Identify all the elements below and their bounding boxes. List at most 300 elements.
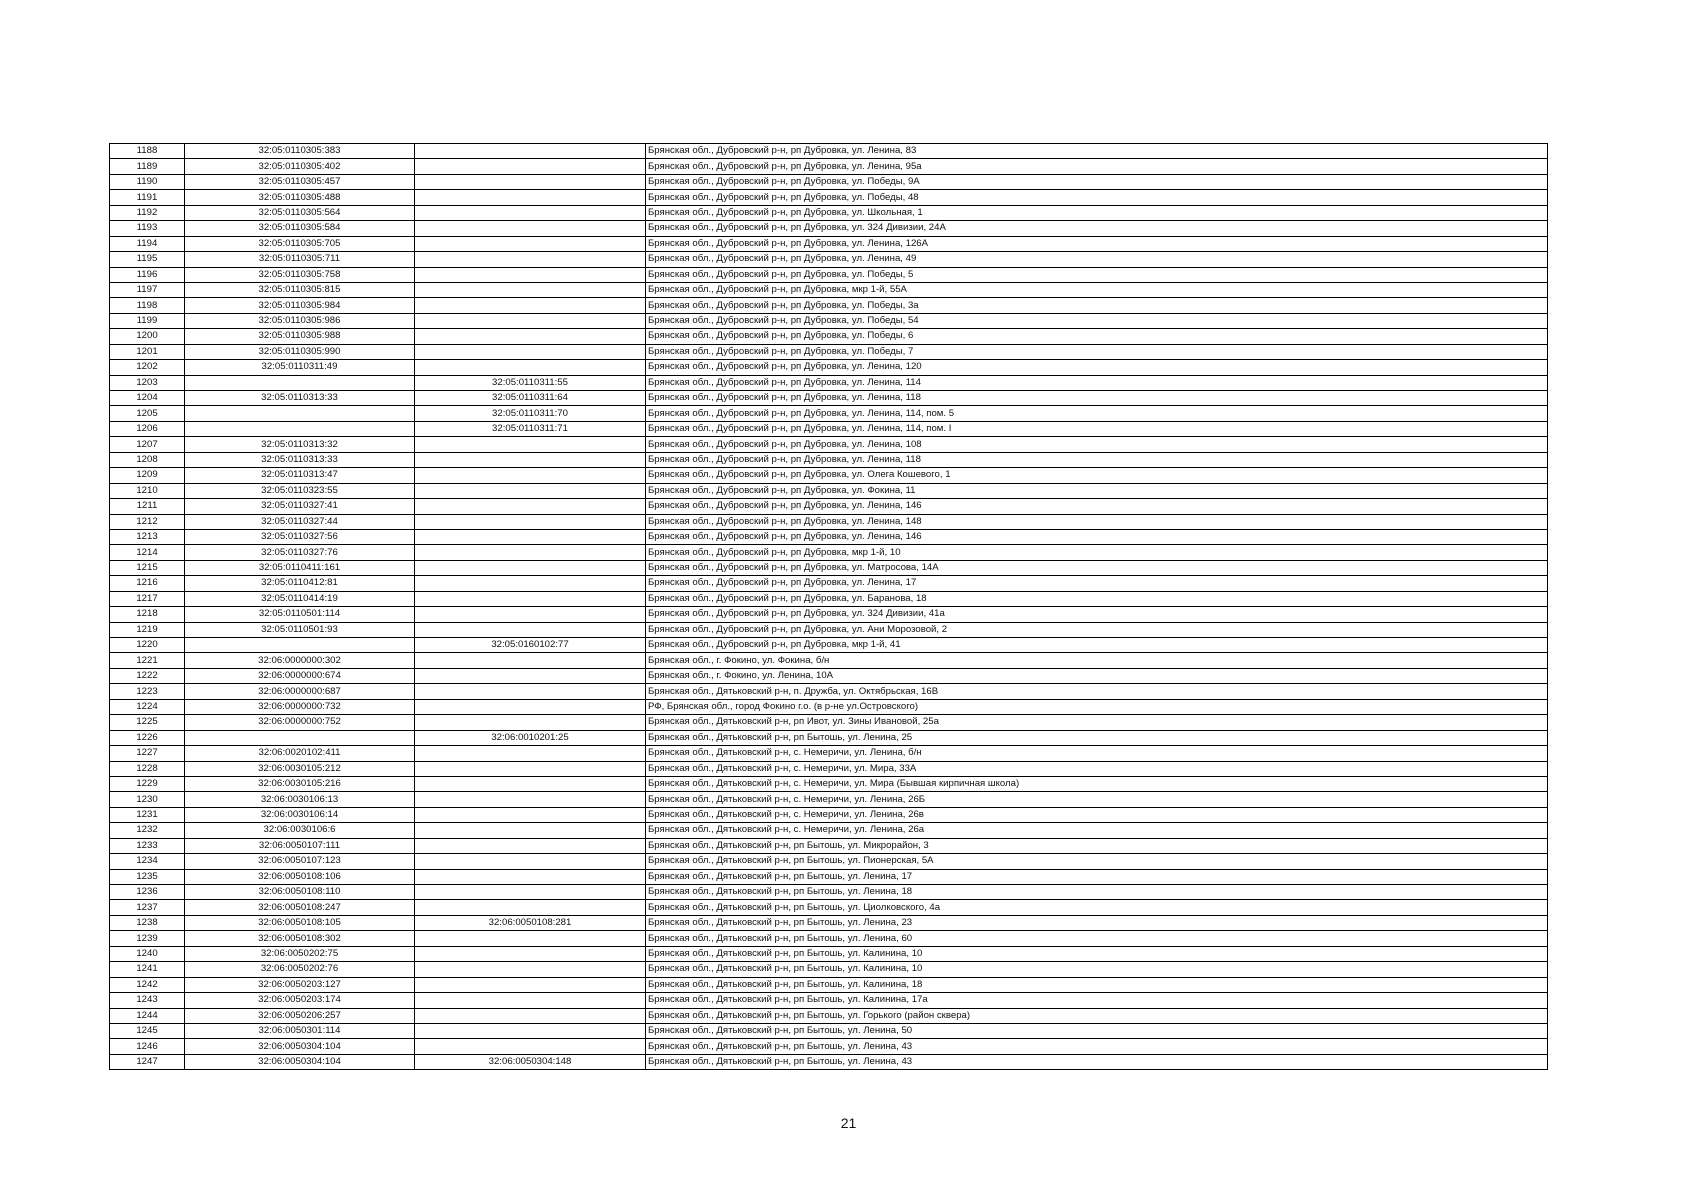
row-index-cell: 1244 — [110, 1008, 185, 1023]
row-index-cell: 1203 — [110, 375, 185, 390]
row-index-cell: 1212 — [110, 514, 185, 529]
table-row — [110, 406, 1548, 421]
table-row — [110, 375, 1548, 390]
table-row — [110, 591, 1548, 606]
cadastral-number-cell — [185, 638, 415, 653]
address-cell: Брянская обл., Дубровский р-н, рп Дубровка, ул. Ленина, 126А — [646, 236, 1548, 251]
table-row — [110, 421, 1548, 436]
row-index-cell: 1209 — [110, 468, 185, 483]
row-index-cell: 1243 — [110, 993, 185, 1008]
linked-cadastral-number-cell — [415, 252, 646, 267]
address-cell: Брянская обл., Дубровский р-н, рп Дубровка, ул. Матросова, 14А — [646, 560, 1548, 575]
row-index-cell: 1188 — [110, 144, 185, 159]
address-cell: Брянская обл., Дятьковский р-н, рп Бытошь, ул. Ленина, 60 — [646, 931, 1548, 946]
address-cell: Брянская обл., Дятьковский р-н, с. Немеричи, ул. Мира, 33А — [646, 761, 1548, 776]
address-cell: Брянская обл., Дубровский р-н, рп Дубровка, ул. Победы, 5 — [646, 267, 1548, 282]
cadastral-number-cell — [185, 730, 415, 745]
table-row — [110, 931, 1548, 946]
cadastral-number-cell: 32:05:0110313:47 — [185, 468, 415, 483]
linked-cadastral-number-cell — [415, 776, 646, 791]
address-cell: Брянская обл., Дятьковский р-н, с. Немеричи, ул. Мира (Бывшая кирпичная школа) — [646, 776, 1548, 791]
cadastral-number-cell: 32:06:0050108:106 — [185, 869, 415, 884]
linked-cadastral-number-cell — [415, 1039, 646, 1054]
linked-cadastral-number-cell: 32:05:0110311:70 — [415, 406, 646, 421]
cadastral-number-cell: 32:06:0050202:76 — [185, 962, 415, 977]
linked-cadastral-number-cell — [415, 267, 646, 282]
table-row — [110, 1054, 1548, 1069]
row-index-cell: 1238 — [110, 915, 185, 930]
address-cell: Брянская обл., Дятьковский р-н, рп Ивот, ул. Зины Ивановой, 25а — [646, 715, 1548, 730]
row-index-cell: 1208 — [110, 452, 185, 467]
row-index-cell: 1206 — [110, 421, 185, 436]
row-index-cell: 1240 — [110, 946, 185, 961]
table-row — [110, 946, 1548, 961]
cadastral-number-cell: 32:05:0110313:33 — [185, 452, 415, 467]
cadastral-number-cell: 32:06:0050108:302 — [185, 931, 415, 946]
row-index-cell: 1234 — [110, 854, 185, 869]
cadastral-number-cell: 32:06:0000000:687 — [185, 684, 415, 699]
address-cell: Брянская обл., Дятьковский р-н, рп Бытошь, ул. Ленина, 18 — [646, 885, 1548, 900]
cadastral-number-cell: 32:05:0110305:988 — [185, 329, 415, 344]
cadastral-number-cell: 32:05:0110305:584 — [185, 221, 415, 236]
table-row — [110, 761, 1548, 776]
address-cell: РФ, Брянская обл., город Фокино г.о. (в р-не ул.Островского) — [646, 699, 1548, 714]
address-cell: Брянская обл., Дубровский р-н, рп Дубровка, ул. Ленина, 146 — [646, 529, 1548, 544]
address-cell: Брянская обл., Дубровский р-н, рп Дубровка, ул. Ленина, 108 — [646, 437, 1548, 452]
address-cell: Брянская обл., Дубровский р-н, рп Дубровка, ул. Олега Кошевого, 1 — [646, 468, 1548, 483]
linked-cadastral-number-cell — [415, 1023, 646, 1038]
table-row — [110, 977, 1548, 992]
address-cell: Брянская обл., Дятьковский р-н, рп Бытошь, ул. Калинина, 17а — [646, 993, 1548, 1008]
cadastral-number-cell: 32:06:0050206:257 — [185, 1008, 415, 1023]
table-row — [110, 236, 1548, 251]
address-cell: Брянская обл., Дятьковский р-н, рп Бытошь, ул. Циолковского, 4а — [646, 900, 1548, 915]
row-index-cell: 1213 — [110, 529, 185, 544]
row-index-cell: 1216 — [110, 576, 185, 591]
table-row — [110, 792, 1548, 807]
address-cell: Брянская обл., Дятьковский р-н, рп Бытошь, ул. Горького (район сквера) — [646, 1008, 1548, 1023]
row-index-cell: 1231 — [110, 807, 185, 822]
row-index-cell: 1192 — [110, 205, 185, 220]
cadastral-number-cell — [185, 421, 415, 436]
cadastral-number-cell: 32:06:0050203:127 — [185, 977, 415, 992]
page-number: 21 — [840, 1115, 857, 1131]
row-index-cell: 1194 — [110, 236, 185, 251]
row-index-cell: 1217 — [110, 591, 185, 606]
linked-cadastral-number-cell — [415, 437, 646, 452]
linked-cadastral-number-cell — [415, 591, 646, 606]
address-cell: Брянская обл., Дятьковский р-н, рп Бытошь, ул. Калинина, 10 — [646, 946, 1548, 961]
table-row — [110, 776, 1548, 791]
cadastral-number-cell: 32:05:0110305:815 — [185, 282, 415, 297]
cadastral-number-cell: 32:05:0110327:44 — [185, 514, 415, 529]
cadastral-number-cell: 32:05:0110311:49 — [185, 360, 415, 375]
table-row — [110, 529, 1548, 544]
cadastral-number-cell: 32:06:0050107:111 — [185, 838, 415, 853]
table-row — [110, 1023, 1548, 1038]
cadastral-number-cell: 32:06:0050304:104 — [185, 1054, 415, 1069]
address-cell: Брянская обл., Дятьковский р-н, с. Немеричи, ул. Ленина, 26в — [646, 807, 1548, 822]
linked-cadastral-number-cell — [415, 946, 646, 961]
row-index-cell: 1235 — [110, 869, 185, 884]
address-cell: Брянская обл., Дубровский р-н, рп Дубровка, ул. Ани Морозовой, 2 — [646, 622, 1548, 637]
cadastral-number-cell: 32:06:0050203:174 — [185, 993, 415, 1008]
table-row — [110, 174, 1548, 189]
cadastral-number-cell: 32:06:0000000:302 — [185, 653, 415, 668]
row-index-cell: 1245 — [110, 1023, 185, 1038]
address-cell: Брянская обл., Дятьковский р-н, рп Бытошь, ул. Калинина, 18 — [646, 977, 1548, 992]
row-index-cell: 1229 — [110, 776, 185, 791]
cadastral-number-cell: 32:06:0000000:674 — [185, 668, 415, 683]
row-index-cell: 1210 — [110, 483, 185, 498]
address-cell: Брянская обл., Дубровский р-н, рп Дубровка, ул. Фокина, 11 — [646, 483, 1548, 498]
address-cell: Брянская обл., Дубровский р-н, рп Дубровка, ул. Ленина, 17 — [646, 576, 1548, 591]
address-cell: Брянская обл., Дубровский р-н, рп Дубровка, ул. Победы, 9А — [646, 174, 1548, 189]
linked-cadastral-number-cell — [415, 468, 646, 483]
cadastral-number-cell: 32:05:0110414:19 — [185, 591, 415, 606]
linked-cadastral-number-cell — [415, 560, 646, 575]
address-cell: Брянская обл., Дубровский р-н, рп Дубровка, ул. 324 Дивизии, 24А — [646, 221, 1548, 236]
row-index-cell: 1232 — [110, 823, 185, 838]
linked-cadastral-number-cell — [415, 900, 646, 915]
table-row — [110, 267, 1548, 282]
linked-cadastral-number-cell — [415, 622, 646, 637]
linked-cadastral-number-cell — [415, 236, 646, 251]
cadastral-number-cell: 32:06:0050107:123 — [185, 854, 415, 869]
row-index-cell: 1225 — [110, 715, 185, 730]
cadastral-number-cell: 32:06:0030106:13 — [185, 792, 415, 807]
cadastral-number-cell: 32:05:0110305:457 — [185, 174, 415, 189]
cadastral-number-cell: 32:06:0050301:114 — [185, 1023, 415, 1038]
row-index-cell: 1236 — [110, 885, 185, 900]
address-cell: Брянская обл., Дятьковский р-н, рп Бытошь, ул. Ленина, 43 — [646, 1039, 1548, 1054]
table-row — [110, 483, 1548, 498]
cadastral-number-cell: 32:05:0110327:56 — [185, 529, 415, 544]
address-cell: Брянская обл., Дубровский р-н, рп Дубровка, ул. Ленина, 118 — [646, 452, 1548, 467]
linked-cadastral-number-cell — [415, 607, 646, 622]
address-cell: Брянская обл., Дубровский р-н, рп Дубровка, ул. Ленина, 95а — [646, 159, 1548, 174]
table-row — [110, 1039, 1548, 1054]
cadastral-number-cell: 32:06:0030105:212 — [185, 761, 415, 776]
address-cell: Брянская обл., Дятьковский р-н, рп Бытошь, ул. Ленина, 17 — [646, 869, 1548, 884]
table-row — [110, 699, 1548, 714]
row-index-cell: 1197 — [110, 282, 185, 297]
table-row — [110, 838, 1548, 853]
address-cell: Брянская обл., Дятьковский р-н, рп Бытошь, ул. Микрорайон, 3 — [646, 838, 1548, 853]
address-cell: Брянская обл., Дубровский р-н, рп Дубровка, ул. Победы, 48 — [646, 190, 1548, 205]
table-row — [110, 684, 1548, 699]
table-row — [110, 514, 1548, 529]
row-index-cell: 1196 — [110, 267, 185, 282]
address-cell: Брянская обл., Дятьковский р-н, с. Немеричи, ул. Ленина, б/н — [646, 746, 1548, 761]
cadastral-number-cell: 32:06:0000000:732 — [185, 699, 415, 714]
table-row — [110, 746, 1548, 761]
cadastral-number-cell: 32:06:0000000:752 — [185, 715, 415, 730]
address-cell: Брянская обл., Дубровский р-н, рп Дубровка, ул. Ленина, 114 — [646, 375, 1548, 390]
address-cell: Брянская обл., Дятьковский р-н, с. Немеричи, ул. Ленина, 26а — [646, 823, 1548, 838]
table-row — [110, 545, 1548, 560]
address-cell: Брянская обл., Дубровский р-н, рп Дубровка, ул. Школьная, 1 — [646, 205, 1548, 220]
address-cell: Брянская обл., Дубровский р-н, рп Дубровка, ул. Ленина, 83 — [646, 144, 1548, 159]
row-index-cell: 1230 — [110, 792, 185, 807]
table-row — [110, 159, 1548, 174]
linked-cadastral-number-cell: 32:06:0050108:281 — [415, 915, 646, 930]
row-index-cell: 1202 — [110, 360, 185, 375]
table-row — [110, 468, 1548, 483]
table-row — [110, 638, 1548, 653]
linked-cadastral-number-cell — [415, 854, 646, 869]
linked-cadastral-number-cell — [415, 282, 646, 297]
table-row — [110, 576, 1548, 591]
row-index-cell: 1214 — [110, 545, 185, 560]
cadastral-number-cell: 32:06:0050108:110 — [185, 885, 415, 900]
table-row — [110, 993, 1548, 1008]
cadastral-number-cell: 32:05:0110411:161 — [185, 560, 415, 575]
address-cell: Брянская обл., Дубровский р-н, рп Дубровка, ул. Ленина, 49 — [646, 252, 1548, 267]
address-cell: Брянская обл., Дубровский р-н, рп Дубровка, мкр 1-й, 41 — [646, 638, 1548, 653]
table-row — [110, 437, 1548, 452]
cadastral-number-cell: 32:05:0110305:990 — [185, 344, 415, 359]
cadastral-number-cell — [185, 375, 415, 390]
table-row — [110, 391, 1548, 406]
row-index-cell: 1237 — [110, 900, 185, 915]
row-index-cell: 1204 — [110, 391, 185, 406]
address-cell: Брянская обл., Дятьковский р-н, рп Бытошь, ул. Ленина, 23 — [646, 915, 1548, 930]
row-index-cell: 1200 — [110, 329, 185, 344]
address-cell: Брянская обл., Дятьковский р-н, с. Немеричи, ул. Ленина, 26Б — [646, 792, 1548, 807]
table-row — [110, 607, 1548, 622]
cadastral-number-cell: 32:06:0050304:104 — [185, 1039, 415, 1054]
linked-cadastral-number-cell — [415, 792, 646, 807]
address-cell: Брянская обл., Дятьковский р-н, п. Дружба, ул. Октябрьская, 16В — [646, 684, 1548, 699]
cadastral-number-cell: 32:05:0110327:76 — [185, 545, 415, 560]
table-row — [110, 190, 1548, 205]
address-cell: Брянская обл., Дубровский р-н, рп Дубровка, мкр 1-й, 10 — [646, 545, 1548, 560]
cadastral-number-cell: 32:05:0110305:758 — [185, 267, 415, 282]
table-row — [110, 252, 1548, 267]
table-row — [110, 854, 1548, 869]
address-cell: Брянская обл., г. Фокино, ул. Ленина, 10А — [646, 668, 1548, 683]
linked-cadastral-number-cell — [415, 576, 646, 591]
linked-cadastral-number-cell — [415, 298, 646, 313]
row-index-cell: 1198 — [110, 298, 185, 313]
row-index-cell: 1215 — [110, 560, 185, 575]
address-cell: Брянская обл., Дятьковский р-н, рп Бытошь, ул. Ленина, 25 — [646, 730, 1548, 745]
address-cell: Брянская обл., Дубровский р-н, рп Дубровка, ул. Победы, 6 — [646, 329, 1548, 344]
row-index-cell: 1191 — [110, 190, 185, 205]
linked-cadastral-number-cell — [415, 684, 646, 699]
linked-cadastral-number-cell — [415, 159, 646, 174]
table-row — [110, 360, 1548, 375]
cadastral-number-cell: 32:05:0110305:402 — [185, 159, 415, 174]
row-index-cell: 1221 — [110, 653, 185, 668]
linked-cadastral-number-cell — [415, 483, 646, 498]
linked-cadastral-number-cell — [415, 452, 646, 467]
cadastral-number-cell: 32:05:0110412:81 — [185, 576, 415, 591]
row-index-cell: 1201 — [110, 344, 185, 359]
table-row — [110, 282, 1548, 297]
table-row — [110, 900, 1548, 915]
address-cell: Брянская обл., Дубровский р-н, рп Дубровка, ул. Ленина, 148 — [646, 514, 1548, 529]
table-row — [110, 962, 1548, 977]
registry-table — [109, 143, 1548, 1070]
address-cell: Брянская обл., Дятьковский р-н, рп Бытошь, ул. Ленина, 50 — [646, 1023, 1548, 1038]
linked-cadastral-number-cell — [415, 993, 646, 1008]
address-cell: Брянская обл., Дубровский р-н, рп Дубровка, ул. Победы, 7 — [646, 344, 1548, 359]
cadastral-number-cell: 32:05:0110305:986 — [185, 313, 415, 328]
linked-cadastral-number-cell — [415, 931, 646, 946]
cadastral-number-cell: 32:05:0110305:488 — [185, 190, 415, 205]
linked-cadastral-number-cell — [415, 360, 646, 375]
address-cell: Брянская обл., Дубровский р-н, рп Дубровка, ул. Ленина, 120 — [646, 360, 1548, 375]
table-row — [110, 715, 1548, 730]
row-index-cell: 1224 — [110, 699, 185, 714]
linked-cadastral-number-cell — [415, 174, 646, 189]
table-row — [110, 313, 1548, 328]
row-index-cell: 1211 — [110, 499, 185, 514]
linked-cadastral-number-cell — [415, 653, 646, 668]
linked-cadastral-number-cell — [415, 221, 646, 236]
cadastral-number-cell: 32:05:0110313:32 — [185, 437, 415, 452]
linked-cadastral-number-cell — [415, 977, 646, 992]
linked-cadastral-number-cell — [415, 545, 646, 560]
row-index-cell: 1226 — [110, 730, 185, 745]
row-index-cell: 1222 — [110, 668, 185, 683]
row-index-cell: 1205 — [110, 406, 185, 421]
address-cell: Брянская обл., г. Фокино, ул. Фокина, б/н — [646, 653, 1548, 668]
linked-cadastral-number-cell — [415, 313, 646, 328]
linked-cadastral-number-cell: 32:05:0110311:55 — [415, 375, 646, 390]
table-row — [110, 885, 1548, 900]
cadastral-number-cell: 32:05:0110305:711 — [185, 252, 415, 267]
table-row — [110, 499, 1548, 514]
address-cell: Брянская обл., Дубровский р-н, рп Дубровка, ул. Ленина, 114, пом. 5 — [646, 406, 1548, 421]
row-index-cell: 1228 — [110, 761, 185, 776]
row-index-cell: 1199 — [110, 313, 185, 328]
row-index-cell: 1220 — [110, 638, 185, 653]
linked-cadastral-number-cell — [415, 869, 646, 884]
linked-cadastral-number-cell — [415, 761, 646, 776]
row-index-cell: 1190 — [110, 174, 185, 189]
linked-cadastral-number-cell — [415, 205, 646, 220]
row-index-cell: 1195 — [110, 252, 185, 267]
table-row — [110, 144, 1548, 159]
linked-cadastral-number-cell — [415, 668, 646, 683]
address-cell: Брянская обл., Дубровский р-н, рп Дубровка, мкр 1-й, 55А — [646, 282, 1548, 297]
row-index-cell: 1246 — [110, 1039, 185, 1054]
cadastral-number-cell: 32:05:0110305:705 — [185, 236, 415, 251]
table-row — [110, 807, 1548, 822]
linked-cadastral-number-cell: 32:05:0160102:77 — [415, 638, 646, 653]
cadastral-number-cell: 32:06:0030106:6 — [185, 823, 415, 838]
row-index-cell: 1219 — [110, 622, 185, 637]
linked-cadastral-number-cell: 32:05:0110311:64 — [415, 391, 646, 406]
linked-cadastral-number-cell — [415, 746, 646, 761]
linked-cadastral-number-cell — [415, 144, 646, 159]
address-cell: Брянская обл., Дубровский р-н, рп Дубровка, ул. Победы, 54 — [646, 313, 1548, 328]
row-index-cell: 1193 — [110, 221, 185, 236]
row-index-cell: 1241 — [110, 962, 185, 977]
row-index-cell: 1223 — [110, 684, 185, 699]
cadastral-number-cell: 32:06:0030106:14 — [185, 807, 415, 822]
linked-cadastral-number-cell — [415, 885, 646, 900]
cadastral-number-cell: 32:05:0110305:564 — [185, 205, 415, 220]
linked-cadastral-number-cell — [415, 190, 646, 205]
linked-cadastral-number-cell: 32:06:0010201:25 — [415, 730, 646, 745]
linked-cadastral-number-cell: 32:06:0050304:148 — [415, 1054, 646, 1069]
linked-cadastral-number-cell — [415, 529, 646, 544]
address-cell: Брянская обл., Дятьковский р-н, рп Бытошь, ул. Пионерская, 5А — [646, 854, 1548, 869]
row-index-cell: 1239 — [110, 931, 185, 946]
address-cell: Брянская обл., Дубровский р-н, рп Дубровка, ул. Ленина, 114, пом. I — [646, 421, 1548, 436]
cadastral-number-cell: 32:06:0030105:216 — [185, 776, 415, 791]
address-cell: Брянская обл., Дубровский р-н, рп Дубровка, ул. Баранова, 18 — [646, 591, 1548, 606]
cadastral-number-cell: 32:05:0110305:383 — [185, 144, 415, 159]
table-row — [110, 653, 1548, 668]
table-row — [110, 452, 1548, 467]
linked-cadastral-number-cell — [415, 823, 646, 838]
linked-cadastral-number-cell — [415, 838, 646, 853]
table-row — [110, 205, 1548, 220]
cadastral-number-cell: 32:05:0110305:984 — [185, 298, 415, 313]
row-index-cell: 1207 — [110, 437, 185, 452]
address-cell: Брянская обл., Дубровский р-н, рп Дубровка, ул. Победы, 3а — [646, 298, 1548, 313]
address-cell: Брянская обл., Дубровский р-н, рп Дубровка, ул. Ленина, 118 — [646, 391, 1548, 406]
linked-cadastral-number-cell — [415, 499, 646, 514]
cadastral-number-cell: 32:05:0110501:93 — [185, 622, 415, 637]
linked-cadastral-number-cell — [415, 329, 646, 344]
table-row — [110, 730, 1548, 745]
table-row — [110, 1008, 1548, 1023]
table-row — [110, 622, 1548, 637]
cadastral-number-cell: 32:05:0110327:41 — [185, 499, 415, 514]
table-row — [110, 329, 1548, 344]
linked-cadastral-number-cell — [415, 715, 646, 730]
row-index-cell: 1218 — [110, 607, 185, 622]
cadastral-number-cell: 32:06:0020102:411 — [185, 746, 415, 761]
address-cell: Брянская обл., Дятьковский р-н, рп Бытошь, ул. Ленина, 43 — [646, 1054, 1548, 1069]
linked-cadastral-number-cell — [415, 807, 646, 822]
table-row — [110, 344, 1548, 359]
table-row — [110, 915, 1548, 930]
cadastral-number-cell: 32:06:0050202:75 — [185, 946, 415, 961]
table-row — [110, 298, 1548, 313]
cadastral-number-cell: 32:06:0050108:105 — [185, 915, 415, 930]
address-cell: Брянская обл., Дубровский р-н, рп Дубровка, ул. 324 Дивизии, 41а — [646, 607, 1548, 622]
row-index-cell: 1233 — [110, 838, 185, 853]
linked-cadastral-number-cell — [415, 1008, 646, 1023]
registry-body — [110, 144, 1548, 1070]
cadastral-number-cell — [185, 406, 415, 421]
table-row — [110, 560, 1548, 575]
row-index-cell: 1227 — [110, 746, 185, 761]
cadastral-number-cell: 32:05:0110501:114 — [185, 607, 415, 622]
linked-cadastral-number-cell — [415, 962, 646, 977]
cadastral-number-cell: 32:05:0110313:33 — [185, 391, 415, 406]
cadastral-number-cell: 32:06:0050108:247 — [185, 900, 415, 915]
table-row — [110, 668, 1548, 683]
linked-cadastral-number-cell — [415, 699, 646, 714]
row-index-cell: 1247 — [110, 1054, 185, 1069]
linked-cadastral-number-cell — [415, 344, 646, 359]
linked-cadastral-number-cell — [415, 514, 646, 529]
table-row — [110, 823, 1548, 838]
cadastral-number-cell: 32:05:0110323:55 — [185, 483, 415, 498]
linked-cadastral-number-cell: 32:05:0110311:71 — [415, 421, 646, 436]
table-row — [110, 221, 1548, 236]
address-cell: Брянская обл., Дятьковский р-н, рп Бытошь, ул. Калинина, 10 — [646, 962, 1548, 977]
address-cell: Брянская обл., Дубровский р-н, рп Дубровка, ул. Ленина, 146 — [646, 499, 1548, 514]
